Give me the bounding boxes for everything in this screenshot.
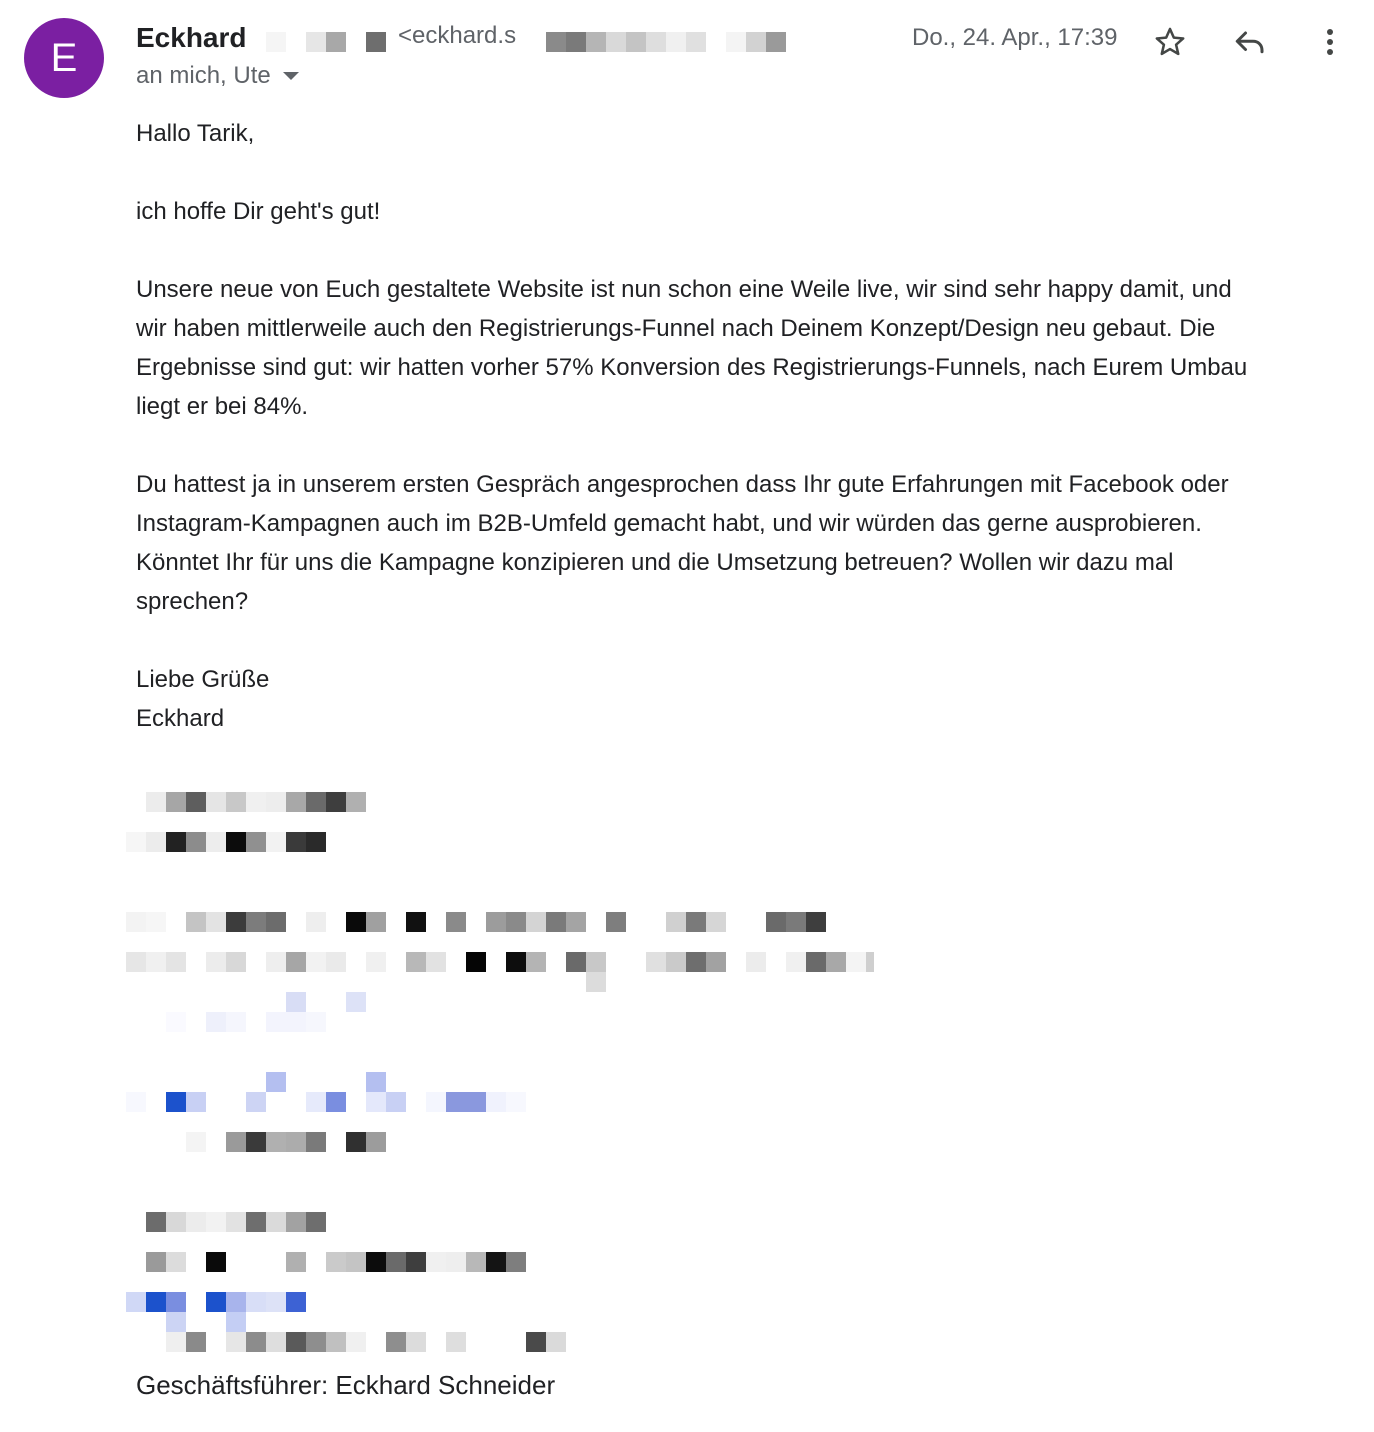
paragraph-results-line: Unsere neue von Euch gestaltete Website ist nun schon eine Weile live, wir sind sehr happy damit, und [136,276,1232,303]
sender-email: <eckhard.s [398,22,517,49]
paragraph-request-line: Instagram-Kampagnen auch im B2B-Umfeld gemacht habt, und wir würden das gerne ausprobieren. [136,510,1202,537]
paragraph-results-line: Ergebnisse sind gut: wir hatten vorher 57% Konversion des Registrierungs-Funnels, nach Eurem Umbau [136,354,1248,381]
paragraph-results-line: liegt er bei 84%. [136,393,309,420]
paragraph-request-line: Könntet Ihr für uns die Kampagne konzipieren und die Umsetzung betreuen? Wollen wir dazu mal [136,549,1174,576]
recipients-label: an mich, Ute [136,62,271,89]
sender-name[interactable]: Eckhard [136,22,247,53]
paragraph-request-line: Du hattest ja in unserem ersten Gespräch angesprochen dass Ihr gute Erfahrungen mit Facebook oder [136,471,1229,498]
managing-director-line: Geschäftsführer: Eckhard Schneider [136,1370,556,1400]
signature-name: Eckhard [136,705,225,732]
opening-line: ich hoffe Dir geht's gut! [136,198,381,225]
message-date: Do., 24. Apr., 17:39 [912,24,1118,51]
greeting: Hallo Tarik, [136,120,255,147]
closing: Liebe Grüße [136,666,270,693]
paragraph-results-line: wir haben mittlerweile auch den Registrierungs-Funnel nach Deinem Konzept/Design neu gebaut. Die [136,315,1216,342]
avatar-letter: E [50,35,78,80]
signature-footer [136,1370,555,1401]
paragraph-request-line: sprechen? [136,588,249,615]
